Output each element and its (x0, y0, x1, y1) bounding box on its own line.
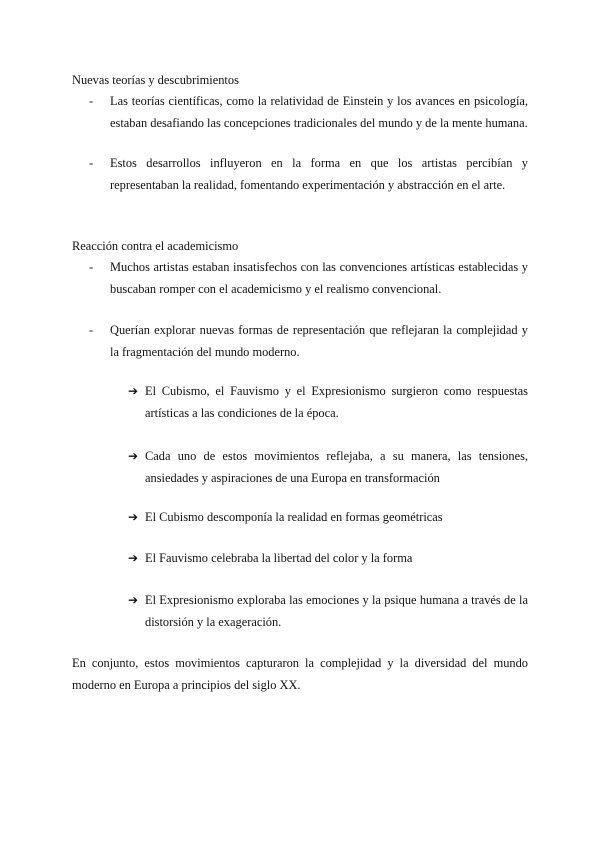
dash-bullet-marker: - (89, 94, 94, 108)
sub-list-item-text: El Cubismo, el Fauvismo y el Expresionismo surgieron como respuestas artísticas a las condiciones de la época. (145, 384, 528, 420)
sub-list-item-text: Cada uno de estos movimientos reflejaba, a su manera, las tensiones, ansiedades y aspiraciones de una Europa en transformación (145, 449, 528, 485)
list-item-text: Muchos artistas estaban insatisfechos con las convenciones artísticas establecidas y buscaban romper con el academicismo y el realismo convencional. (110, 260, 528, 296)
section-heading-nuevas-teorias: Nuevas teorías y descubrimientos (72, 73, 239, 87)
sub-list-item (128, 507, 528, 529)
arrow-right-icon: ➔ (128, 449, 139, 463)
list-item (72, 153, 528, 196)
list-item-text: Las teorías científicas, como la relatividad de Einstein y los avances en psicología, estaban desafiando las concepciones tradicionales del mundo y de la mente humana. (110, 94, 528, 130)
dash-bullet-marker: - (89, 323, 94, 337)
dash-bullet-marker: - (89, 156, 94, 170)
arrow-right-icon: ➔ (128, 551, 139, 565)
sub-list-item (128, 446, 528, 489)
closing-paragraph: En conjunto, estos movimientos capturaron la complejidad y la diversidad del mundo moderno en Europa a principios del siglo XX. (72, 656, 528, 692)
sub-list-item (128, 381, 528, 424)
list-item (72, 91, 528, 134)
sub-list-item-text: El Fauvismo celebraba la libertad del color y la forma (145, 551, 413, 565)
arrow-right-icon: ➔ (128, 510, 139, 524)
list-item-text: Querían explorar nuevas formas de representación que reflejaran la complejidad y la fragmentación del mundo moderno. (110, 323, 528, 359)
sub-list-item-text: El Expresionismo exploraba las emociones y la psique humana a través de la distorsión y la exageración. (145, 593, 528, 629)
dash-bullet-marker: - (89, 260, 94, 274)
sub-list-item (128, 590, 528, 633)
sub-list-item-text: El Cubismo descomponía la realidad en formas geométricas (145, 510, 443, 524)
arrow-right-icon: ➔ (128, 593, 139, 607)
sub-list-item (128, 548, 528, 570)
list-item-text: Estos desarrollos influyeron en la forma en que los artistas percibían y representaban la realidad, fomentando experimentación y abstracción en el arte. (110, 156, 528, 192)
list-item (72, 257, 528, 300)
list-item (72, 320, 528, 363)
section-heading-reaccion-academicismo: Reacción contra el academicismo (72, 239, 239, 253)
arrow-right-icon: ➔ (128, 384, 139, 398)
